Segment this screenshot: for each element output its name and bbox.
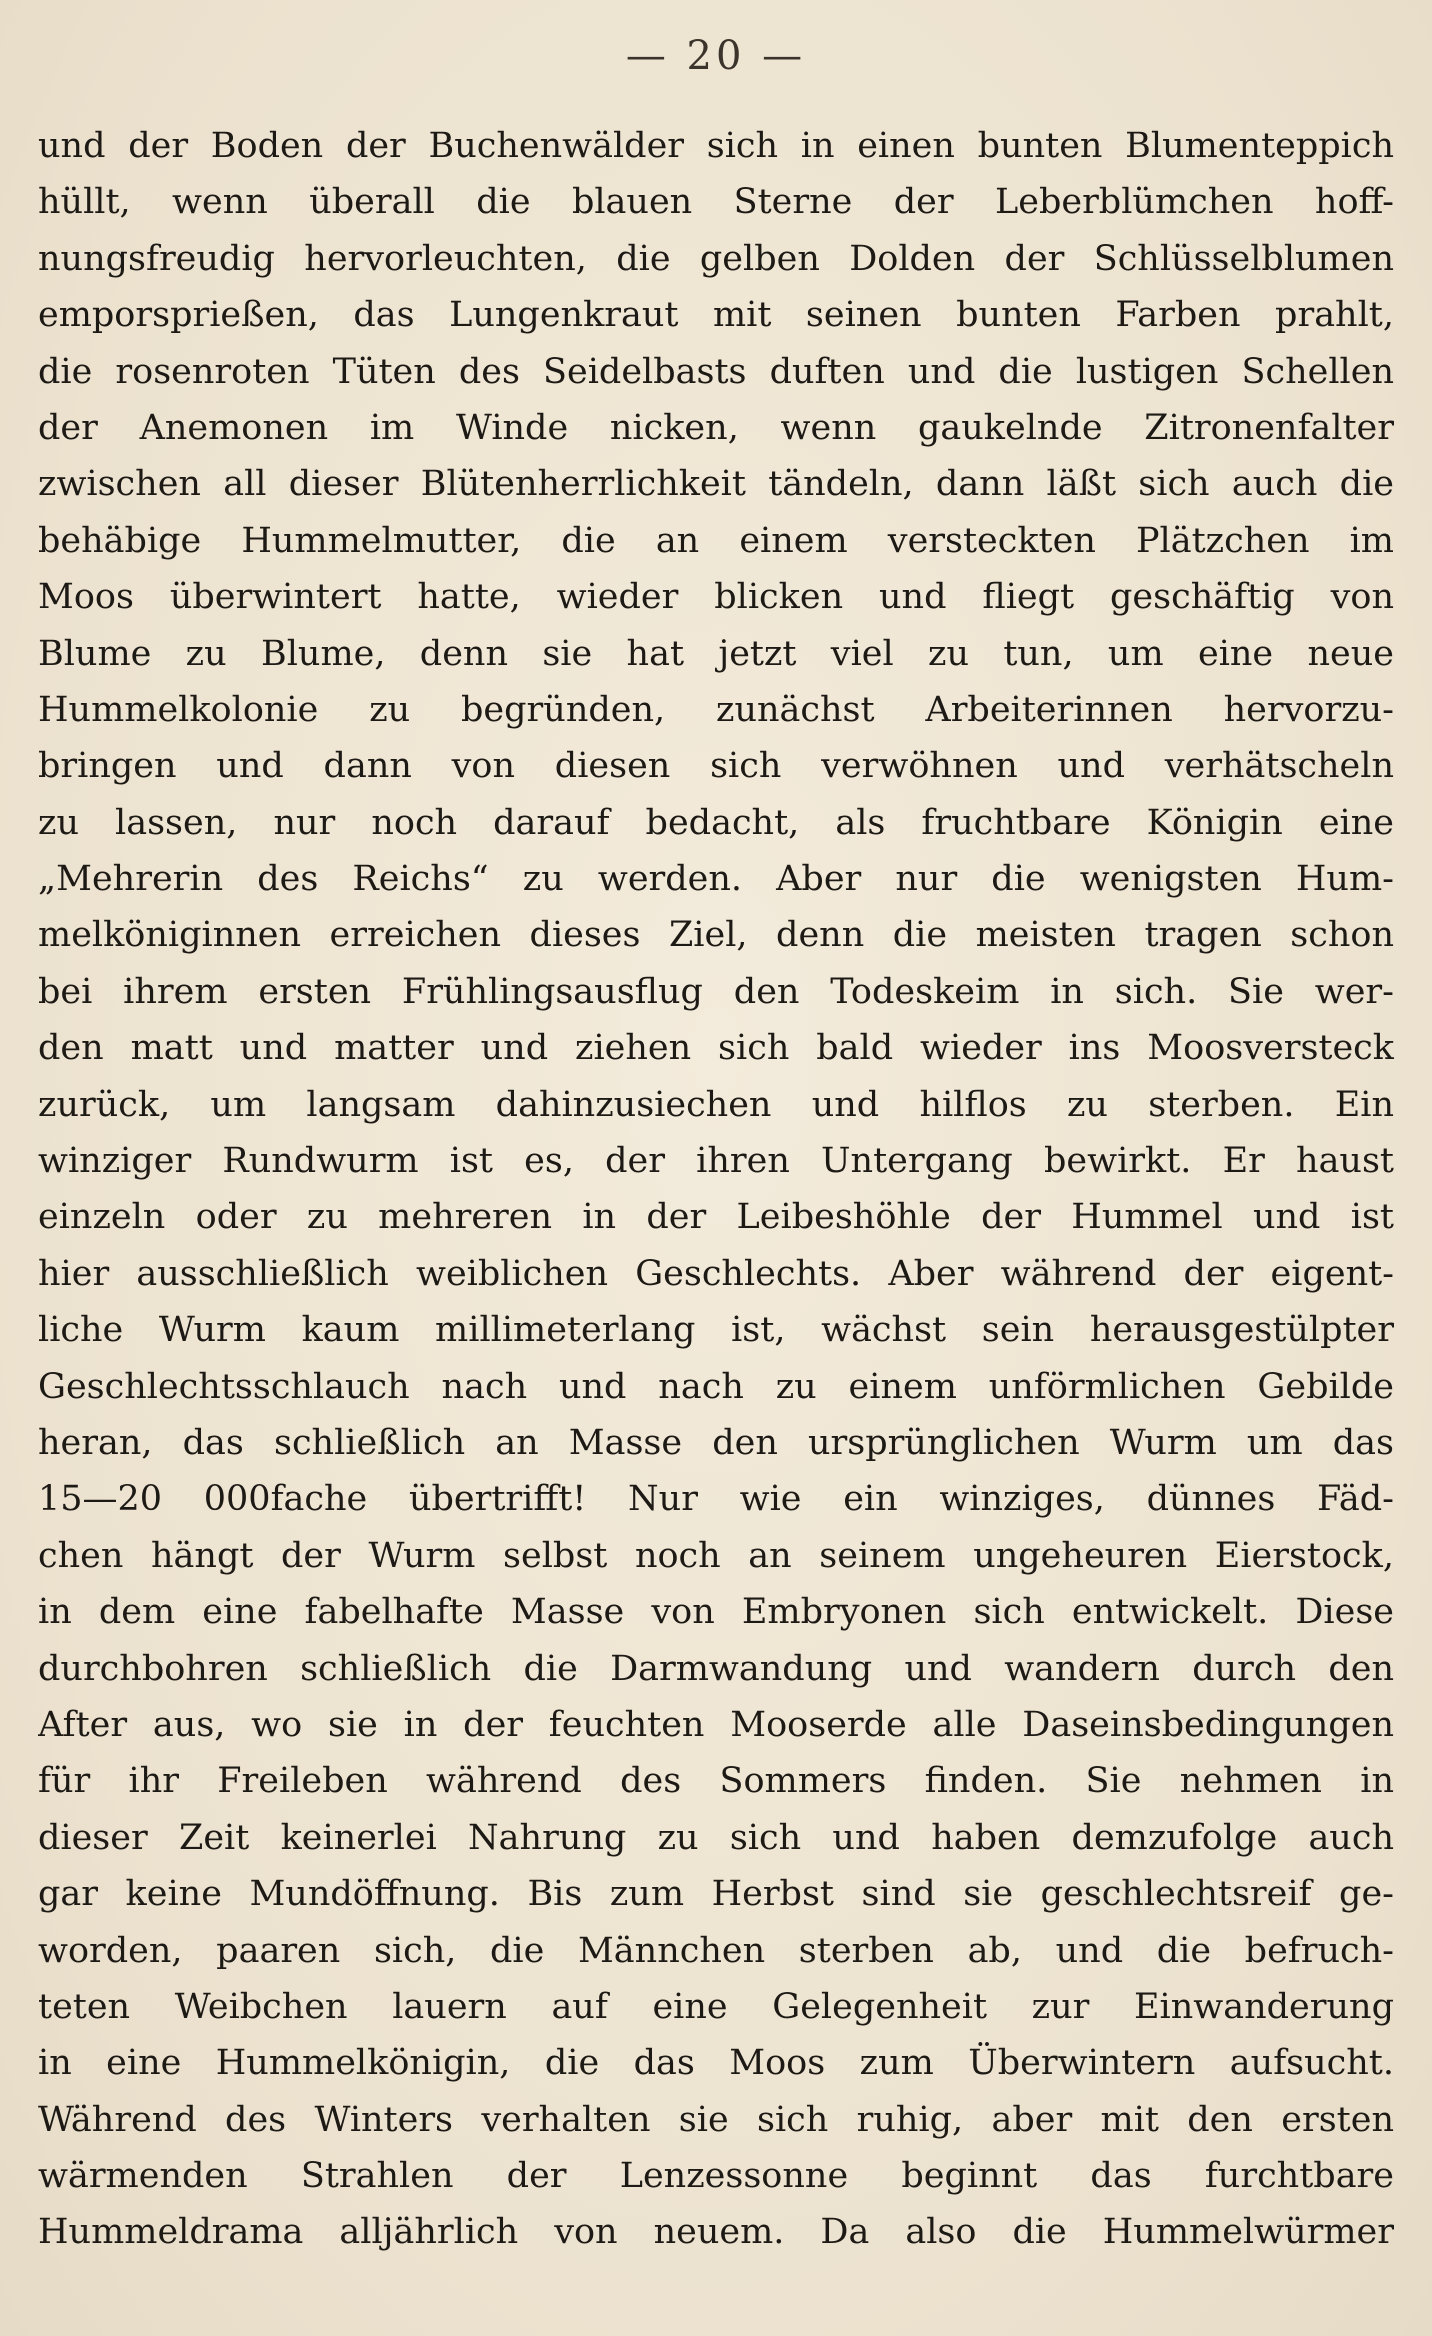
text-line: liche Wurm kaum millimeterlang ist, wächst sein herausgestülpter	[38, 1310, 1394, 1351]
text-line: bei ihrem ersten Frühlingsausflug den Todeskeim in sich. Sie wer-	[38, 971, 1394, 1012]
text-line: zurück, um langsam dahinzusiechen und hilflos zu sterben. Ein	[38, 1084, 1394, 1125]
text-line: 15—20 000fache übertrifft! Nur wie ein winziges, dünnes Fäd-	[38, 1479, 1394, 1520]
page-number: — 20 —	[625, 33, 807, 79]
text-line: gar keine Mundöffnung. Bis zum Herbst sind sie geschlechtsreif ge-	[38, 1874, 1394, 1915]
text-line: und der Boden der Buchenwälder sich in einen bunten Blumenteppich	[38, 126, 1394, 166]
text-line: heran, das schließlich an Masse den ursprünglichen Wurm um das	[38, 1422, 1394, 1463]
text-line: zwischen all dieser Blütenherrlichkeit tändeln, dann läßt sich auch die	[38, 464, 1394, 505]
text-line: die rosenroten Tüten des Seidelbasts duften und die lustigen Schellen	[38, 351, 1394, 392]
text-line: bringen und dann von diesen sich verwöhnen und verhätscheln	[38, 746, 1394, 787]
text-line: Während des Winters verhalten sie sich ruhig, aber mit den ersten	[38, 2099, 1394, 2140]
text-line: emporsprießen, das Lungenkraut mit seinen bunten Farben prahlt,	[38, 295, 1394, 336]
text-line: einzeln oder zu mehreren in der Leibeshöhle der Hummel und ist	[38, 1197, 1394, 1238]
text-line: der Anemonen im Winde nicken, wenn gaukelnde Zitronenfalter	[38, 407, 1394, 448]
text-line: Geschlechtsschlauch nach und nach zu einem unförmlichen Gebilde	[38, 1366, 1394, 1407]
text-line: After aus, wo sie in der feuchten Mooserde alle Daseinsbedingungen	[38, 1704, 1394, 1745]
body-text	[38, 118, 1394, 2261]
text-line: Hummelkolonie zu begründen, zunächst Arbeiterinnen hervorzu-	[38, 689, 1394, 730]
text-line: für ihr Freileben während des Sommers finden. Sie nehmen in	[38, 1761, 1394, 1802]
text-line: dieser Zeit keinerlei Nahrung zu sich und haben demzufolge auch	[38, 1817, 1394, 1858]
text-line: durchbohren schließlich die Darmwandung und wandern durch den	[38, 1648, 1394, 1689]
text-line: in dem eine fabelhafte Masse von Embryonen sich entwickelt. Diese	[38, 1592, 1394, 1633]
text-line: zu lassen, nur noch darauf bedacht, als fruchtbare Königin eine	[38, 802, 1394, 843]
text-line: hier ausschließlich weiblichen Geschlechts. Aber während der eigent-	[38, 1253, 1394, 1294]
text-line: melköniginnen erreichen dieses Ziel, denn die meisten tragen schon	[38, 915, 1394, 956]
text-line: hüllt, wenn überall die blauen Sterne der Leberblümchen hoff-	[38, 182, 1394, 223]
text-line: nungsfreudig hervorleuchten, die gelben Dolden der Schlüsselblumen	[38, 238, 1394, 279]
text-line: den matt und matter und ziehen sich bald wieder ins Moosversteck	[38, 1028, 1394, 1069]
text-line: Blume zu Blume, denn sie hat jetzt viel zu tun, um eine neue	[38, 633, 1394, 674]
text-line: Moos überwintert hatte, wieder blicken und fliegt geschäftig von	[38, 577, 1394, 618]
text-line: wärmenden Strahlen der Lenzessonne beginnt das furchtbare	[38, 2156, 1394, 2197]
text-line: teten Weibchen lauern auf eine Gelegenheit zur Einwanderung	[38, 1986, 1394, 2027]
text-line: behäbige Hummelmutter, die an einem versteckten Plätzchen im	[38, 520, 1394, 561]
text-line: chen hängt der Wurm selbst noch an seinem ungeheuren Eierstock,	[38, 1535, 1394, 1576]
text-line: Hummeldrama alljährlich von neuem. Da also die Hummelwürmer	[38, 2212, 1394, 2253]
text-line: worden, paaren sich, die Männchen sterben ab, und die befruch-	[38, 1930, 1394, 1971]
text-line: winziger Rundwurm ist es, der ihren Untergang bewirkt. Er haust	[38, 1141, 1394, 1182]
text-line: „Mehrerin des Reichs“ zu werden. Aber nur die wenigsten Hum-	[38, 859, 1394, 900]
text-line: in eine Hummelkönigin, die das Moos zum Überwintern aufsucht.	[38, 2043, 1394, 2084]
